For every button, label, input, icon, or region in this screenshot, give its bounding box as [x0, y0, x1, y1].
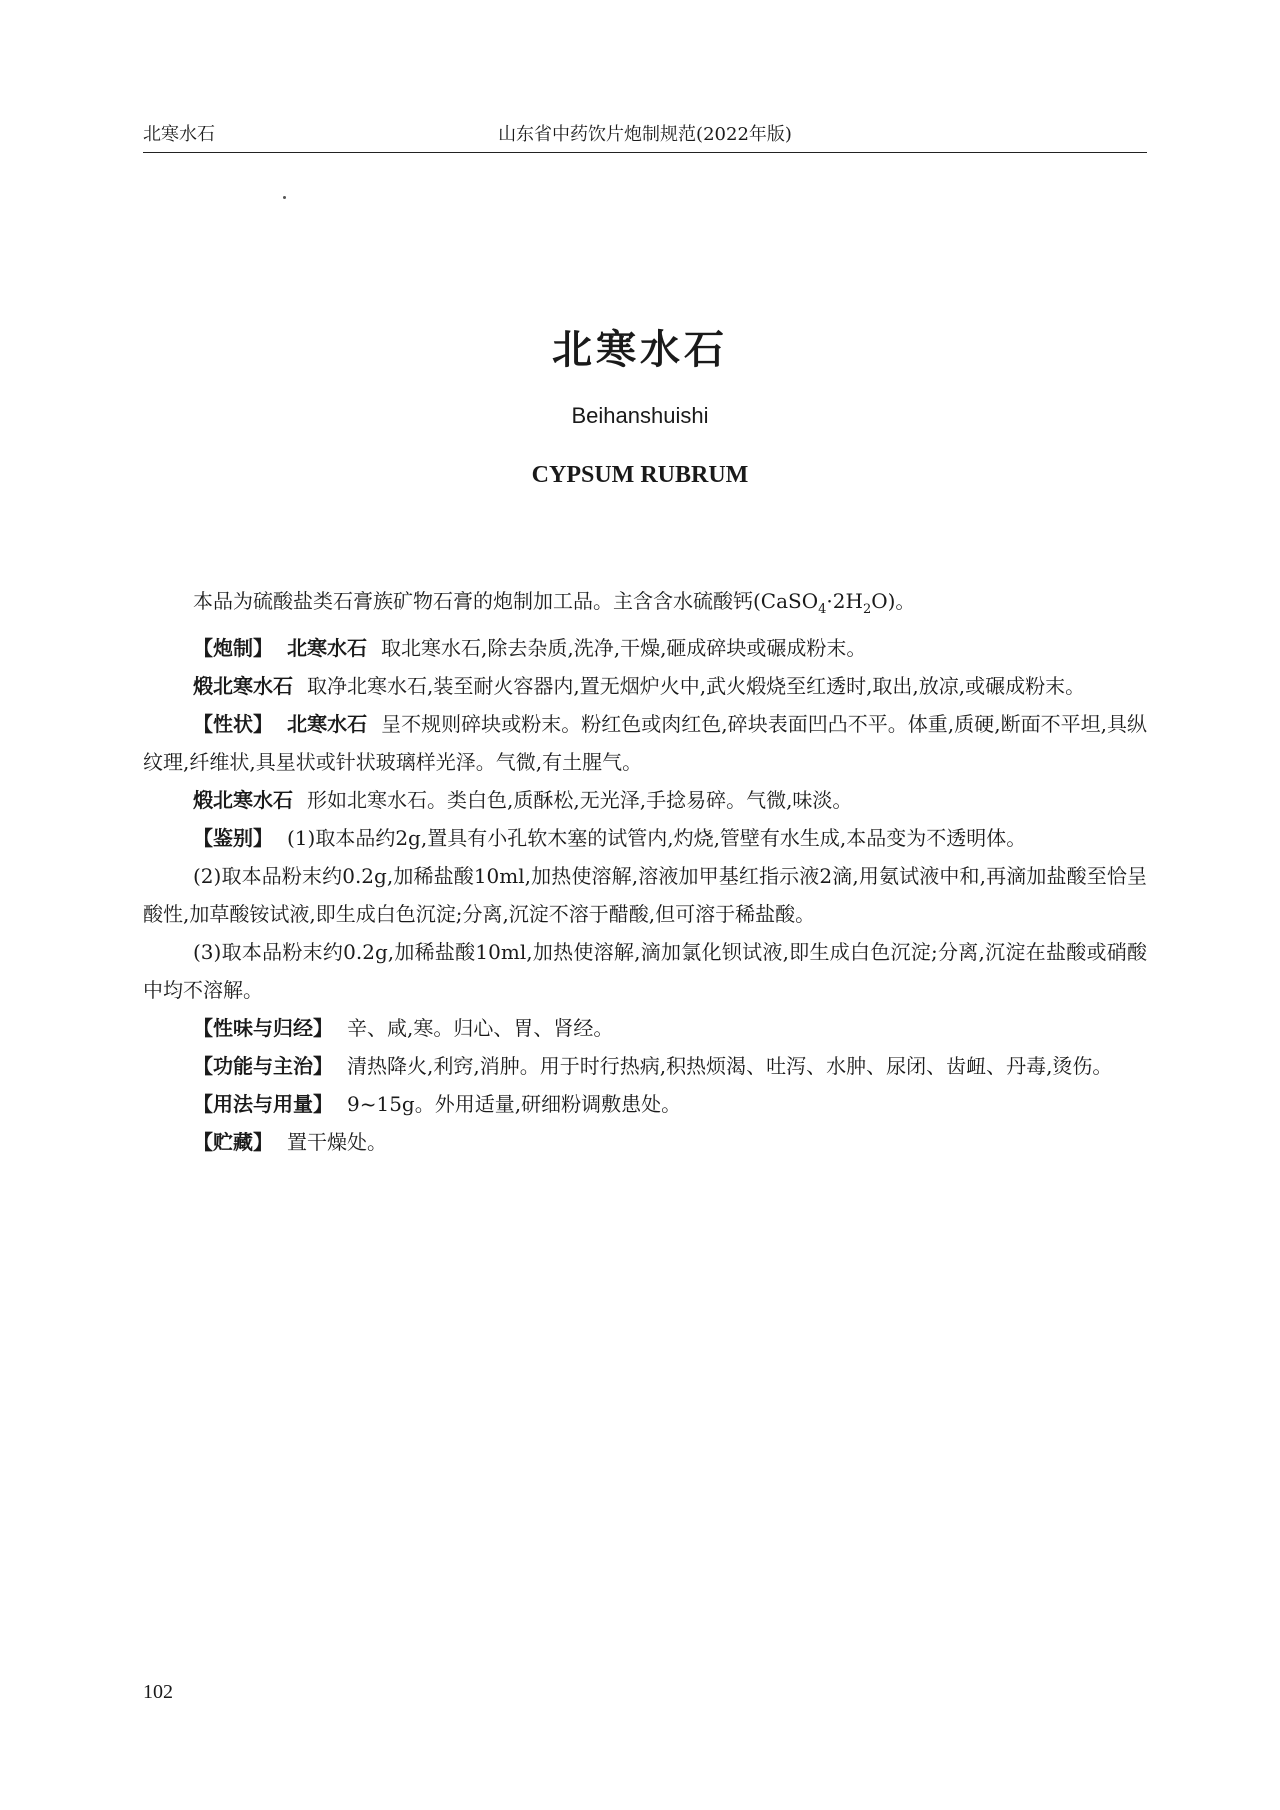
pinyin-name: Beihanshuishi — [571, 403, 709, 428]
xingzhuang-calcined-paragraph: 煅北寒水石 形如北寒水石。类白色,质酥松,无光泽,手捻易碎。气微,味淡。 — [193, 788, 853, 812]
section-tag: 【性状】 — [193, 712, 274, 736]
xingwei-paragraph: 【性味与归经】 辛、咸,寒。归心、胃、肾经。 — [193, 1016, 614, 1040]
jianbie-paragraph-3: (3)取本品粉末约0.2g,加稀盐酸10ml,加热使溶解,滴加氯化钡试液,即生成白色沉淀;分离,沉淀在盐酸或硝酸中均不溶解。 — [143, 940, 1147, 1002]
section-tag: 【性味与归经】 — [193, 1016, 333, 1040]
zhucang-paragraph: 【贮藏】 置干燥处。 — [193, 1130, 387, 1154]
header-section-name: 北寒水石 — [143, 124, 215, 145]
latin-name: CYPSUM RUBRUM — [531, 462, 749, 488]
paozhi-paragraph: 【炮制】 北寒水石 取北寒水石,除去杂质,洗净,干燥,砸成碎块或碾成粉末。 — [193, 636, 867, 660]
xingzhuang-paragraph: 【性状】 北寒水石 呈不规则碎块或粉末。粉红色或肉红色,碎块表面凹凸不平。体重,质硬,断面不平坦,具纵纹理,纤维状,具星状或针状玻璃样光泽。气微,有土腥气。 — [143, 712, 1147, 774]
paozhi-calcined-paragraph: 煅北寒水石 取净北寒水石,装至耐火容器内,置无烟炉火中,武火煅烧至红透时,取出,放凉,或碾成粉末。 — [193, 674, 1086, 698]
gongneng-paragraph: 【功能与主治】 清热降火,利窍,消肿。用于时行热病,积热烦渴、吐泻、水肿、尿闭、齿衄、丹毒,烫伤。 — [193, 1054, 1113, 1078]
subheading: 煅北寒水石 — [193, 788, 293, 812]
intro-paragraph: 本品为硫酸盐类石膏族矿物石膏的炮制加工品。主含含水硫酸钙$(CaSO_4\cdot 2H_2O)$。 — [193, 589, 916, 617]
yongfa-paragraph: 【用法与用量】 9~15g。外用适量,研细粉调敷患处。 — [193, 1092, 682, 1116]
scan-speck — [283, 196, 286, 199]
running-header — [143, 116, 1147, 153]
subheading: 北寒水石 — [287, 636, 367, 660]
section-tag: 【贮藏】 — [193, 1130, 273, 1154]
page-title: 北寒水石 — [552, 327, 728, 373]
jianbie-paragraph-1: 【鉴别】 (1)取本品约2g,置具有小孔软木塞的试管内,灼烧,管壁有水生成,本品变为不透明体。 — [193, 826, 1027, 850]
header-book-title: 山东省中药饮片炮制规范(2022年版) — [498, 124, 792, 145]
section-tag: 【炮制】 — [193, 636, 273, 660]
section-tag: 【功能与主治】 — [193, 1054, 333, 1078]
section-tag: 【用法与用量】 — [193, 1092, 333, 1116]
section-tag: 【鉴别】 — [193, 826, 273, 850]
subheading: 北寒水石 — [287, 712, 368, 736]
jianbie-paragraph-2: (2)取本品粉末约0.2g,加稀盐酸10ml,加热使溶解,溶液加甲基红指示液2滴,用氨试液中和,再滴加盐酸至恰呈酸性,加草酸铵试液,即生成白色沉淀;分离,沉淀不溶于醋酸,但可溶于稀盐酸。 — [143, 864, 1147, 926]
subheading: 煅北寒水石 — [193, 674, 293, 698]
page-number: 102 — [143, 1681, 173, 1703]
monograph-body — [143, 582, 1147, 1161]
